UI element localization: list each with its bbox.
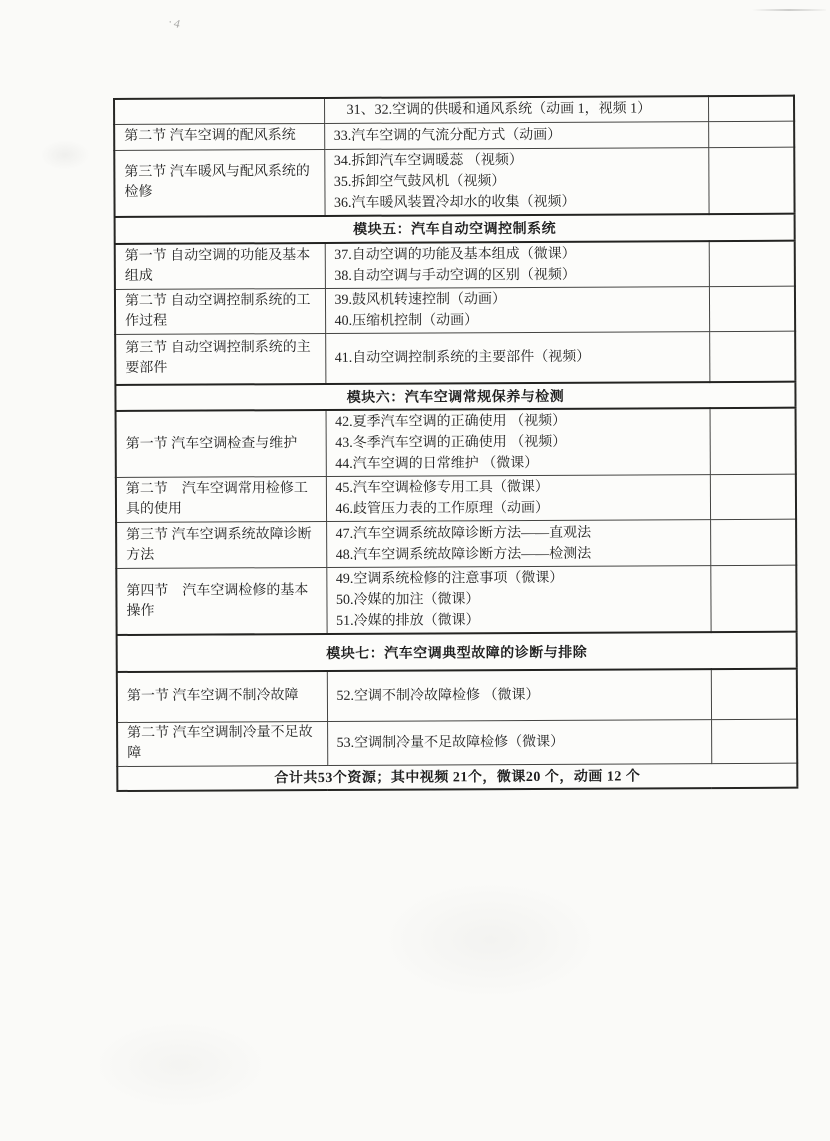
summary-label: 合计共53个资源；其中视频 21个，微课20 个，动画 12 个 [117, 763, 797, 791]
resource-item: 45.汽车空调检修专用工具（微课） [335, 479, 549, 496]
module-header-label: 模块六：汽车空调常规保养与检测 [115, 382, 795, 411]
table-row [117, 719, 797, 766]
resource-cell [326, 408, 710, 476]
notes-cell-empty [710, 565, 796, 632]
resource-cell [324, 96, 708, 123]
module-header-label: 模块五：汽车自动空调控制系统 [115, 213, 795, 243]
table-row [114, 121, 794, 150]
notes-cell-empty [709, 286, 795, 331]
resource-item: 49.空调系统检修的注意事项（微课） [335, 570, 564, 587]
resource-item: 36.汽车暖风装置冷却水的收集（视频） [333, 194, 576, 211]
module-header-row [115, 213, 795, 243]
table-row [114, 96, 794, 124]
scan-smudge [40, 140, 90, 170]
resource-item: 38.自动空调与手动空调的区别（视频） [334, 267, 576, 284]
table-row [115, 286, 795, 334]
resource-item: 53.空调制冷量不足故障检修（微课） [336, 734, 565, 751]
resource-item: 42.夏季汽车空调的正确使用 （视频） [335, 413, 567, 430]
summary-row [117, 763, 797, 791]
section-cell: 第二节 汽车空调常用检修工 具的使用 [116, 476, 326, 522]
table-row [116, 474, 796, 522]
notes-cell-empty [711, 719, 797, 763]
resource-item: 48.汽车空调系统故障诊断方法——检测法 [335, 546, 592, 563]
section-cell: 第三节 汽车空调系统故障诊断 方法 [116, 521, 326, 568]
resource-item: 33.汽车空调的气流分配方式（动画） [333, 127, 562, 144]
resource-table [113, 95, 798, 792]
notes-cell-empty [711, 669, 797, 719]
resource-item: 41.自动空调控制系统的主要部件（视频） [334, 349, 591, 366]
table-row [116, 565, 796, 635]
section-cell: 第一节 汽车空调不制冷故障 [117, 671, 327, 722]
resource-cell [325, 241, 709, 288]
resource-cell [324, 121, 708, 149]
section-cell: 第一节 自动空调的功能及基本 组成 [115, 242, 325, 289]
resource-cell [324, 147, 708, 215]
section-cell: 第三节 自动空调控制系统的主 要部件 [115, 333, 325, 385]
table-row [115, 331, 795, 385]
resource-item: 43.冬季汽车空调的正确使用 （视频） [335, 434, 567, 451]
table-row [116, 519, 796, 568]
resource-item: 35.拆卸空气鼓风机（视频） [333, 173, 506, 190]
resource-item: 47.汽车空调系统故障诊断方法——直观法 [335, 525, 592, 542]
resource-item: 37.自动空调的功能及基本组成（微课） [334, 246, 576, 263]
section-cell: 第四节 汽车空调检修的基本 操作 [116, 567, 326, 635]
resource-cell [327, 669, 711, 721]
resource-item: 40.压缩机控制（动画） [334, 312, 479, 329]
scan-smudge [380, 880, 600, 1000]
pencil-mark: ·4 [166, 14, 184, 32]
notes-cell-empty [710, 474, 796, 519]
notes-cell-empty [708, 147, 794, 214]
scan-streak [752, 9, 826, 11]
resource-cell [325, 331, 709, 384]
resource-cell [325, 286, 709, 333]
section-cell: 第二节 自动空调控制系统的工 作过程 [115, 288, 325, 334]
resource-cell [326, 520, 710, 568]
resource-item: 46.歧管压力表的工作原理（动画） [335, 500, 550, 517]
resource-item: 39.鼓风机转速控制（动画） [334, 291, 507, 308]
resource-cell [327, 719, 711, 765]
resource-cell [326, 566, 710, 634]
resource-item: 50.冷媒的加注（微课） [335, 592, 480, 608]
notes-cell-empty [709, 331, 795, 382]
notes-cell-empty [709, 240, 795, 286]
resource-item: 51.冷媒的排放（微课） [336, 613, 480, 629]
section-cell: 第三节 汽车暖风与配风系统的 检修 [114, 149, 324, 217]
scan-smudge [90, 1020, 270, 1110]
resource-table-body [114, 96, 797, 791]
table-row [117, 669, 797, 722]
resource-item: 31、32.空调的供暖和通风系统（动画 1，视频 1） [346, 101, 652, 119]
section-cell: 第二节 汽车空调的配风系统 [114, 123, 324, 150]
module-header-row [117, 632, 797, 672]
notes-cell-empty [710, 408, 796, 475]
table-row [114, 147, 794, 217]
notes-cell-empty [710, 519, 796, 565]
module-header-row [115, 382, 795, 411]
resource-item: 52.空调不制冷故障检修 （微课） [336, 687, 540, 704]
table-row [115, 240, 795, 289]
section-cell [114, 98, 324, 124]
module-header-label: 模块七：汽车空调典型故障的诊断与排除 [117, 632, 797, 672]
section-cell: 第一节 汽车空调检查与维护 [116, 410, 326, 478]
resource-item: 44.汽车空调的日常维护 （微课） [335, 455, 539, 472]
resource-cell [326, 475, 710, 522]
table-row [116, 408, 796, 478]
notes-cell-empty [708, 96, 794, 121]
notes-cell-empty [708, 121, 794, 147]
resource-item: 34.拆卸汽车空调暖蕊 （视频） [333, 152, 523, 169]
section-cell: 第二节 汽车空调制冷量不足故 障 [117, 721, 327, 766]
